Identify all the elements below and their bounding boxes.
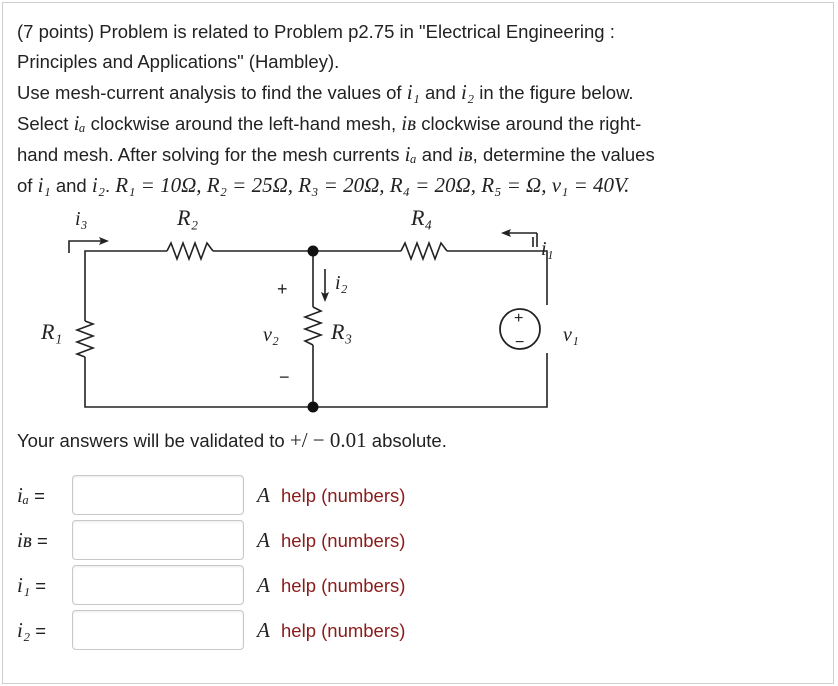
answer-row-i2: [17, 610, 537, 654]
source-plus: +: [514, 310, 524, 327]
answer-input-ib[interactable]: [72, 520, 244, 560]
problem-line-3: Use mesh-current analysis to find the values of i₁ and i₂ in the figure below.: [17, 80, 634, 104]
unit-ib: A: [257, 528, 270, 552]
answer-row-ia: [17, 475, 537, 519]
answer-label-ib: iʙ =: [17, 528, 48, 552]
label-r2: R₂: [177, 205, 199, 230]
parameter-values: R₁ = 10Ω, R₂ = 25Ω, R₃ = 20Ω, R₄ = 20Ω, R₅ = Ω, v₁ = 40V.: [115, 173, 630, 197]
answer-input-i2[interactable]: [72, 610, 244, 650]
label-i1: i₁: [541, 238, 554, 260]
node-bottom: [308, 402, 319, 413]
node-top: [308, 246, 319, 257]
problem-line-2: Principles and Applications" (Hambley).: [17, 51, 340, 72]
label-v2: v₂: [263, 324, 279, 346]
label-r1: R₁: [41, 319, 63, 344]
circuit-diagram: [17, 203, 617, 425]
unit-i2: A: [257, 618, 270, 642]
help-link-i2[interactable]: help (numbers): [281, 620, 406, 641]
label-i2: i₂: [335, 272, 348, 294]
answer-label-i2: i₂ =: [17, 618, 47, 642]
source-minus: −: [515, 334, 525, 351]
validation-note: Your answers will be validated to +/ − 0.01 absolute.: [17, 428, 447, 452]
answer-row-ib: [17, 520, 537, 564]
answer-input-ia[interactable]: [72, 475, 244, 515]
answer-label-i1: i₁ =: [17, 573, 47, 597]
label-i3: i₃: [75, 208, 88, 230]
circuit-figure: [17, 203, 617, 425]
answer-input-i1[interactable]: [72, 565, 244, 605]
unit-ia: A: [257, 483, 270, 507]
answer-row-i1: [17, 565, 537, 609]
label-r3: R₃: [331, 319, 353, 344]
help-link-i1[interactable]: help (numbers): [281, 575, 406, 596]
problem-card: [2, 2, 834, 684]
help-link-ia[interactable]: help (numbers): [281, 485, 406, 506]
label-r4: R₄: [411, 205, 433, 230]
problem-line-6: of i₁ and i₂. R₁ = 10Ω, R₂ = 25Ω, R₃ = 20Ω, R₄ = 20Ω, R₅ = Ω, v₁ = 40V.: [17, 173, 630, 197]
problem-line-5: hand mesh. After solving for the mesh currents iₐ and iʙ, determine the values: [17, 142, 655, 166]
help-link-ib[interactable]: help (numbers): [281, 530, 406, 551]
unit-i1: A: [257, 573, 270, 597]
problem-line-4: Select iₐ clockwise around the left-hand mesh, iʙ clockwise around the right-: [17, 111, 642, 135]
label-v1: v₁: [563, 324, 579, 346]
label-v2-plus: +: [277, 279, 288, 299]
problem-statement: [17, 17, 822, 201]
answer-label-ia: iₐ =: [17, 483, 45, 507]
label-v2-minus: −: [279, 367, 290, 387]
problem-line-1: (7 points) Problem is related to Problem p2.75 in "Electrical Engineering :: [17, 21, 615, 42]
